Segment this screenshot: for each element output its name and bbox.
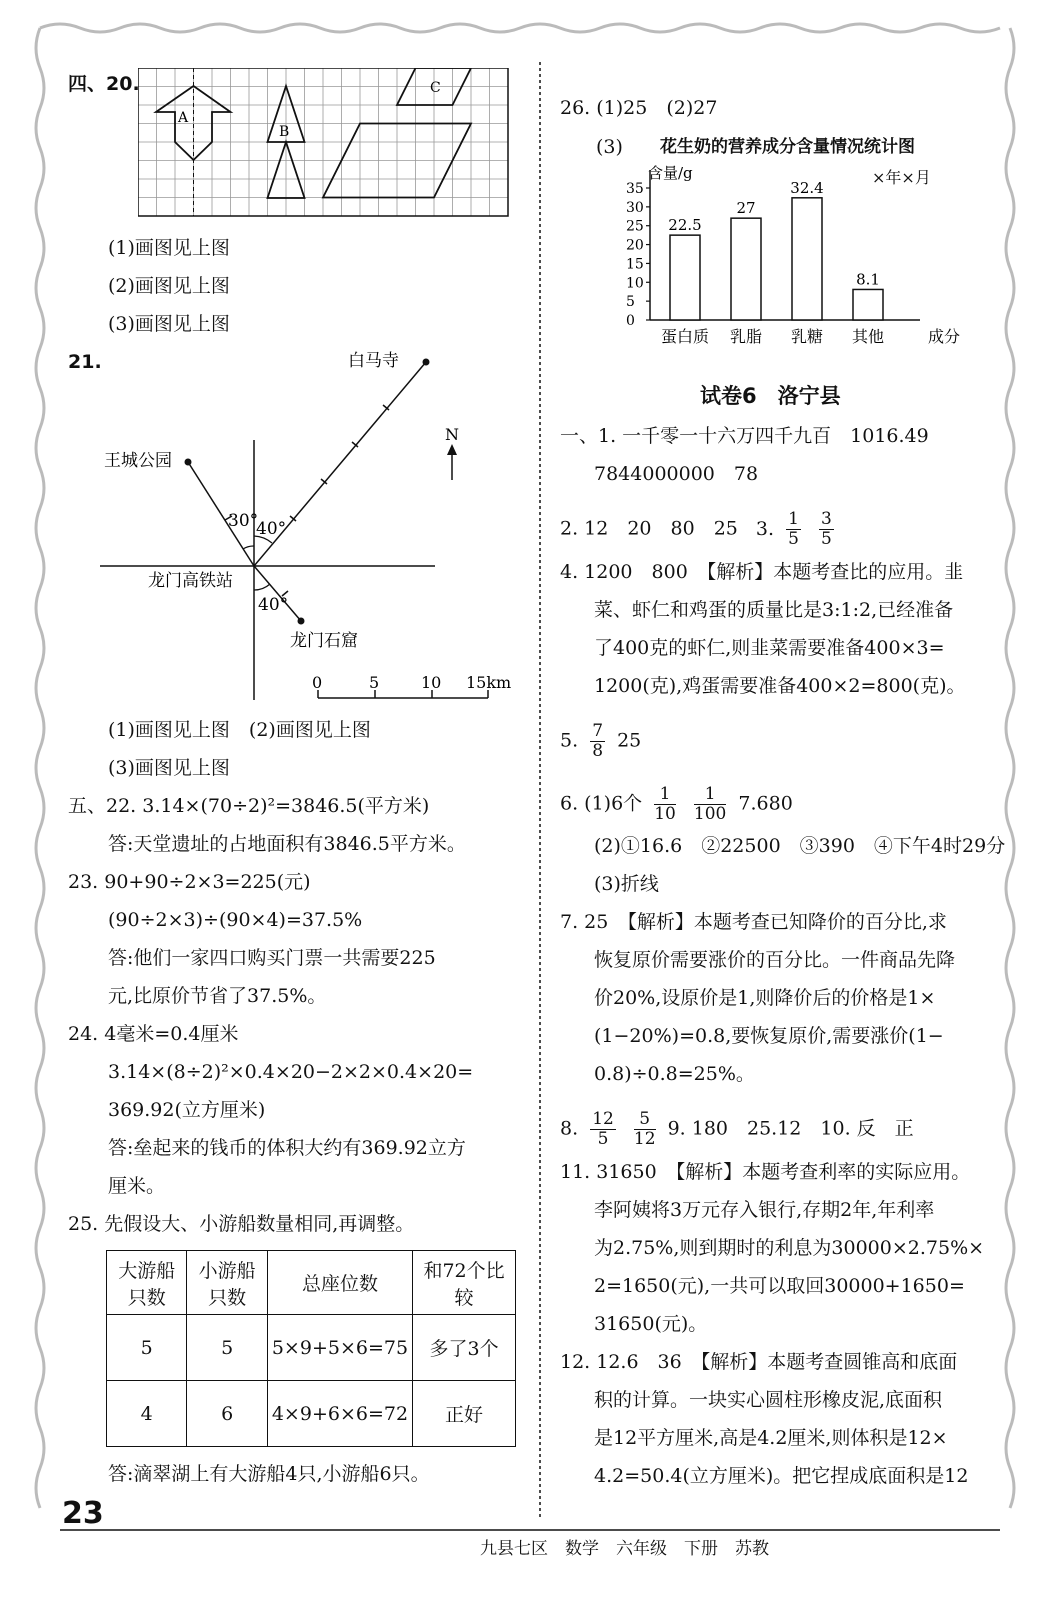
q20-label: 四、20.	[68, 73, 140, 95]
q3-label: 3.	[755, 517, 775, 540]
y-tick-label: 10	[626, 275, 644, 292]
q25-answer: 答:滴翠湖上有大游船4只,小游船6只。	[108, 1463, 430, 1485]
y-tick-label: 25	[626, 218, 644, 235]
q8-frac-1: $\frac{12}{5}$	[592, 1109, 614, 1149]
q24-line-2: 3.14×(8÷2)²×0.4×20−2×2×0.4×20=	[108, 1061, 474, 1083]
q25-header-cell: 和72个比较	[413, 1251, 516, 1315]
y-tick-label: 30	[626, 199, 644, 216]
q25-cell: 6	[187, 1381, 267, 1447]
bar-value-label: 32.4	[790, 178, 824, 197]
q4-line-1: 4. 1200 800 【解析】本题考查比的应用。韭	[560, 561, 964, 583]
bar	[731, 218, 761, 320]
q5-frac: $\frac{7}{8}$	[592, 721, 604, 761]
q23-line-4: 元,比原价节省了37.5%。	[108, 985, 327, 1007]
q6-tail: 7.680	[738, 792, 793, 815]
q4-line-4: 1200(克),鸡蛋需要准备400×2=800(克)。	[594, 675, 966, 697]
chart-title: 花生奶的营养成分含量情况统计图	[660, 137, 915, 157]
q22-line-1: 五、22. 3.14×(70÷2)²=3846.5(平方米)	[68, 795, 430, 817]
q25-cell: 正好	[413, 1381, 516, 1447]
q4-line-2: 菜、虾仁和鸡蛋的质量比是3:1:2,已经准备	[594, 599, 954, 621]
q20-grid-figure	[138, 68, 510, 218]
baima-label: 白马寺	[348, 351, 399, 371]
q3-frac-1: $\frac{1}{5}$	[788, 509, 799, 549]
y-tick-label: 5	[626, 294, 635, 311]
q24-line-3: 369.92(立方厘米)	[108, 1099, 266, 1121]
q12-line-2: 积的计算。一块实心圆柱形橡皮泥,底面积	[594, 1389, 943, 1411]
grotto-label: 龙门石窟	[290, 631, 358, 651]
category-label: 乳脂	[729, 327, 763, 346]
q24-line-5: 厘米。	[108, 1175, 166, 1197]
q25-header-cell: 大游船只数	[107, 1251, 187, 1315]
q21-label: 21.	[68, 351, 102, 373]
q25-cell: 多了3个	[413, 1315, 516, 1381]
bar	[792, 198, 822, 320]
angle-30-label: 30°	[228, 511, 259, 531]
q1-line-2: 7844000000 78	[594, 463, 759, 485]
q7-line-2: 恢复原价需要涨价的百分比。一件商品先降	[594, 949, 956, 971]
q24-line-4: 答:垒起来的钱币的体积大约有369.92立方	[108, 1137, 466, 1159]
q25-cell: 5	[187, 1315, 267, 1381]
q5-tail: 25	[617, 729, 642, 752]
q25-intro: 25. 先假设大、小游船数量相同,再调整。	[68, 1213, 415, 1235]
bar-value-label: 8.1	[856, 270, 880, 289]
q6-frac-2: $\frac{1}{100}$	[693, 784, 727, 824]
q24-line-1: 24. 4毫米=0.4厘米	[68, 1023, 239, 1045]
y-tick-label: 15	[626, 256, 644, 273]
bar	[853, 289, 883, 320]
station-label: 龙门高铁站	[148, 571, 233, 591]
q20-answer-2: (2)画图见上图	[108, 275, 230, 297]
q23-line-2: (90÷2×3)÷(90×4)=37.5%	[108, 909, 363, 931]
nutrition-bar-chart	[590, 160, 990, 360]
q7-line-4: (1−20%)=0.8,要恢复原价,需要涨价(1−	[594, 1025, 944, 1047]
footer-text: 九县七区 数学 六年级 下册 苏教	[480, 1539, 769, 1559]
category-label: 其他	[851, 327, 885, 346]
wangcheng-label: 王城公园	[104, 451, 172, 471]
q26-line-1: 26. (1)25 (2)27	[560, 97, 718, 119]
q23-line-1: 23. 90+90÷2×3=225(元)	[68, 871, 311, 893]
q26-part3: (3)	[596, 136, 623, 158]
q5-row	[560, 722, 641, 761]
q6-line-2: (2)①16.6 ②22500 ③390 ④下午4时29分	[594, 835, 1006, 857]
q12-line-3: 是12平方厘米,高是4.2厘米,则体积是12×	[594, 1427, 948, 1449]
q25-cell: 4×9+6×6=72	[267, 1381, 412, 1447]
angle-40b-label: 40°	[258, 595, 289, 615]
shape-c-label: C	[430, 80, 441, 96]
q11-line-1: 11. 31650 【解析】本题考查利率的实际应用。	[560, 1161, 971, 1183]
page-number: 23	[62, 1496, 104, 1531]
q2-text: 2. 12 20 80 25	[560, 517, 738, 540]
q7-line-1: 7. 25 【解析】本题考查已知降价的百分比,求	[560, 911, 947, 933]
q6-row	[560, 785, 793, 824]
q25-cell: 5	[107, 1315, 187, 1381]
q7-line-3: 价20%,设原价是1,则降价后的价格是1×	[594, 987, 936, 1009]
q20-answer-3: (3)画图见上图	[108, 313, 230, 335]
scale-15: 15km	[466, 673, 512, 692]
q1-line-1: 一、1. 一千零一十六万四千九百 1016.49	[560, 425, 929, 447]
chart-date: ×年×月	[872, 168, 931, 187]
q8-row	[560, 1110, 914, 1149]
shape-b-label: B	[279, 124, 290, 140]
q22-line-2: 答:天堂遗址的占地面积有3846.5平方米。	[108, 833, 466, 855]
q11-line-3: 为2.75%,则到期时的利息为30000×2.75%×	[594, 1237, 985, 1259]
q8-frac-2: $\frac{5}{12}$	[633, 1109, 656, 1149]
q12-line-4: 4.2=50.4(立方厘米)。把它捏成底面积是12	[594, 1465, 969, 1487]
north-label: N	[445, 425, 459, 444]
q6-label: 6. (1)6个	[560, 792, 643, 815]
q7-line-5: 0.8)÷0.8=25%。	[594, 1063, 755, 1085]
q12-line-1: 12. 12.6 36 【解析】本题考查圆锥高和底面	[560, 1351, 958, 1373]
y-axis-label: 含量/g	[648, 164, 693, 182]
bar-value-label: 22.5	[668, 216, 702, 235]
x-axis-label: 成分	[928, 327, 961, 346]
q21-answer-2: (3)画图见上图	[108, 757, 230, 779]
q4-line-3: 了400克的虾仁,则韭菜需要准备400×3=	[594, 637, 945, 659]
category-label: 乳糖	[790, 327, 824, 346]
q2-q3-row	[560, 510, 840, 549]
q3-frac-2: $\frac{3}{5}$	[820, 509, 832, 549]
q11-line-4: 2=1650(元),一共可以取回30000+1650=	[594, 1275, 965, 1297]
q25-header-cell: 总座位数	[267, 1251, 412, 1315]
q11-line-5: 31650(元)。	[594, 1313, 708, 1335]
scale-0: 0	[312, 673, 323, 692]
bar-value-label: 27	[736, 199, 756, 218]
q8-tail: 9. 180 25.12 10. 反 正	[667, 1117, 914, 1140]
y-tick-label: 35	[626, 181, 644, 197]
q6-frac-1: $\frac{1}{10}$	[654, 784, 676, 824]
q11-line-2: 李阿姨将3万元存入银行,存期2年,年利率	[594, 1199, 935, 1221]
q8-label: 8.	[560, 1117, 579, 1140]
q21-answer-1: (1)画图见上图 (2)画图见上图	[108, 719, 371, 741]
category-label: 蛋白质	[660, 327, 710, 346]
q21-map-figure	[90, 340, 530, 710]
angle-40-label: 40°	[256, 519, 287, 539]
y-tick-label: 20	[626, 237, 644, 254]
bar	[670, 235, 700, 320]
q25-header-cell: 小游船只数	[187, 1251, 267, 1315]
scale-5: 5	[369, 673, 380, 692]
shape-a-label: A	[178, 110, 189, 126]
q25-table	[106, 1250, 516, 1447]
q23-line-3: 答:他们一家四口购买门票一共需要225	[108, 947, 436, 969]
section-title: 试卷6 洛宁县	[700, 384, 841, 408]
q20-answer-1: (1)画图见上图	[108, 237, 230, 259]
q6-line-3: (3)折线	[594, 873, 659, 895]
q25-cell: 4	[107, 1381, 187, 1447]
scale-10: 10	[421, 673, 442, 692]
q25-cell: 5×9+5×6=75	[267, 1315, 412, 1381]
q5-label: 5.	[560, 729, 579, 752]
y-tick-label: 0	[626, 313, 635, 329]
